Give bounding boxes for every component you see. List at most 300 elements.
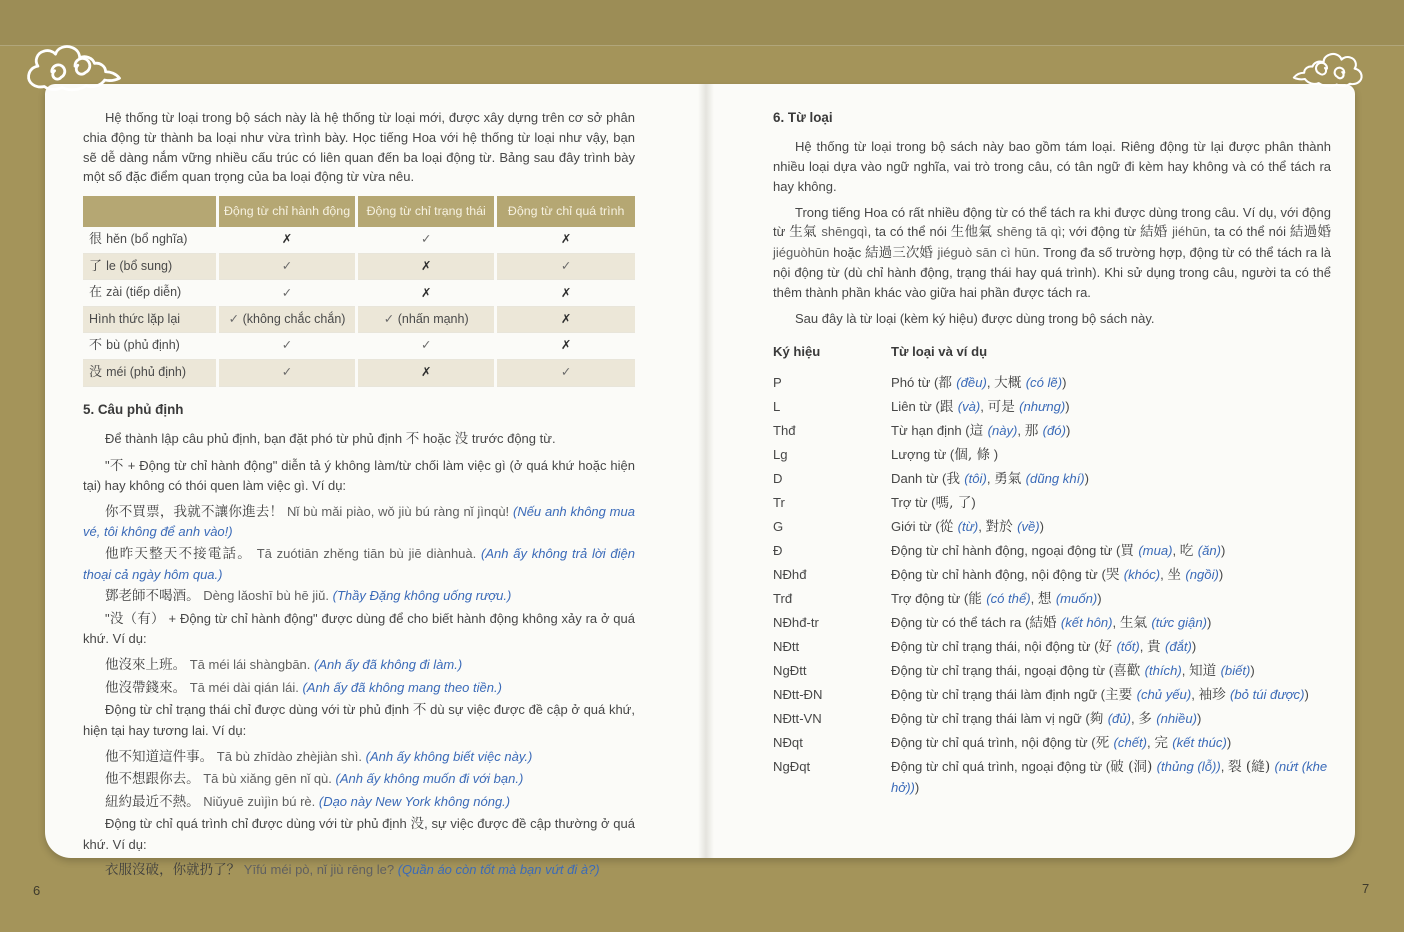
text-segment: (từ) bbox=[957, 518, 979, 534]
text-segment: Hệ thống từ loại trong bộ sách này bao gồm tám loại. Riêng động từ lại được phân thành nhiều loại dựa vào ngữ nghĩa, vai trò trong câu, có tân ngữ đi kèm hay không và có thể tách ra hay không. bbox=[773, 139, 1331, 194]
text-segment: ✗ bbox=[420, 365, 432, 380]
text-segment: 衣服沒破，你就扔了？ bbox=[105, 862, 241, 879]
example-sentence-9 bbox=[83, 860, 635, 881]
key-symbol: NĐtt-VN bbox=[773, 711, 822, 727]
p-key-intro bbox=[773, 309, 1331, 329]
table-header-empty bbox=[83, 196, 217, 227]
text-segment: Phó từ ( bbox=[891, 374, 939, 390]
text-segment: (Thầy Đặng không uống rượu.) bbox=[332, 588, 512, 604]
text-segment: 勇氣 bbox=[994, 470, 1026, 487]
text-segment: , bbox=[1030, 590, 1038, 606]
table-row bbox=[83, 253, 635, 280]
key-description bbox=[891, 733, 1331, 753]
text-segment: (Anh ấy không muốn đi với bạn.) bbox=[335, 771, 524, 787]
text-segment: Để thành lập câu phủ định, bạn đặt phó từ phủ định bbox=[105, 430, 406, 446]
text-segment: Động từ chỉ quá trình, ngoại động từ ( bbox=[891, 759, 1111, 775]
page-number-right: 7 bbox=[1362, 881, 1370, 896]
text-segment: (không chắc chắn) bbox=[242, 312, 346, 327]
text-segment: (muốn) bbox=[1055, 590, 1098, 606]
key-description bbox=[891, 661, 1331, 681]
table-cell bbox=[217, 253, 356, 280]
p-eight-word-classes bbox=[773, 137, 1331, 196]
text-segment: ✗ bbox=[560, 338, 572, 353]
example-sentence-3 bbox=[83, 586, 635, 607]
text-segment: ✗ bbox=[281, 232, 293, 247]
key-symbol: Đ bbox=[773, 542, 783, 558]
text-segment: Tā méi dài qián lái. bbox=[186, 679, 303, 695]
text-segment: (Dạo này New York không nóng.) bbox=[318, 793, 511, 809]
text-segment: Tā zuótiān zhěng tiān bù jiē diànhuà. bbox=[251, 546, 482, 562]
table-row bbox=[83, 333, 635, 360]
text-segment: ✓ bbox=[281, 258, 293, 273]
key-description bbox=[891, 757, 1331, 797]
key-description bbox=[891, 637, 1331, 657]
text-segment: 結過三次婚 bbox=[865, 244, 938, 261]
text-segment: ✓ bbox=[281, 285, 293, 300]
example-sentence-4 bbox=[83, 655, 635, 676]
key-symbol: Thđ bbox=[773, 422, 796, 438]
text-segment: , bbox=[1130, 711, 1139, 727]
table-header-process-verbs: Động từ chỉ quá trình bbox=[496, 196, 635, 227]
text-segment: hěn (bổ nghĩa) bbox=[106, 231, 188, 246]
text-segment: ✗ bbox=[420, 285, 432, 300]
text-segment: (đều) bbox=[956, 374, 987, 390]
text-segment: ) bbox=[1039, 518, 1045, 534]
text-segment: Động từ chỉ trạng thái, ngoại động từ ( bbox=[891, 662, 1114, 678]
key-table-rows bbox=[773, 373, 1331, 798]
text-segment: Động từ chỉ hành động, ngoại động từ ( bbox=[891, 542, 1121, 558]
example-sentence-7 bbox=[83, 769, 635, 790]
table-cell bbox=[357, 333, 496, 360]
key-symbol: Trđ bbox=[773, 590, 793, 606]
rule-state-verbs bbox=[83, 700, 635, 740]
text-segment: hoặc bbox=[419, 430, 455, 446]
text-segment: + Động từ chỉ hành động" diễn tả ý không làm/từ chối làm việc gì (ở quá khứ hoặc hiện tại) hay không có thói quen làm việc gì. Ví dụ: bbox=[83, 457, 635, 494]
text-segment: 跟 bbox=[939, 398, 958, 415]
text-segment: , bbox=[1160, 566, 1168, 582]
text-segment: , sự việc được đề cập thường ở quá khứ. Ví dụ: bbox=[83, 816, 635, 852]
key-symbol: NĐtt-ĐN bbox=[773, 686, 823, 702]
text-segment: 没（有） bbox=[109, 610, 165, 627]
text-segment: Yīfú méi pò, nǐ jiù rēng le? bbox=[240, 862, 398, 878]
text-segment: 都 bbox=[938, 374, 957, 391]
key-description bbox=[891, 469, 1331, 489]
row-label bbox=[83, 280, 217, 307]
text-segment: jiéguòhūn bbox=[773, 244, 830, 260]
text-segment: . Trong đa số trường hợp, động từ có thể tách ra là nội động từ (dù chỉ hành động, trạng thái hay quá trình). Khi sử dụng trong câu, người ta có thể thêm thành phần khác vào giữa hai phần được tách ra. bbox=[773, 244, 1332, 301]
table-header-state-verbs: Động từ chỉ trạng thái bbox=[357, 196, 496, 227]
table-cell bbox=[496, 280, 635, 307]
text-segment: 没 bbox=[89, 364, 107, 380]
key-table-row bbox=[773, 685, 1331, 705]
text-segment: 没 bbox=[454, 430, 469, 447]
text-segment: 這 bbox=[969, 422, 988, 439]
key-table-row bbox=[773, 469, 1331, 489]
text-segment: Động từ chỉ trạng thái chỉ được dùng với từ phủ định bbox=[105, 702, 413, 718]
key-symbol: NĐhđ-tr bbox=[773, 614, 819, 630]
text-segment: ✓ bbox=[228, 312, 243, 327]
text-segment: 他不知道這件事。 bbox=[105, 748, 214, 765]
text-segment: trước động từ. bbox=[468, 430, 556, 446]
text-segment: bù (phủ định) bbox=[106, 338, 180, 353]
text-segment: , bbox=[1017, 422, 1025, 438]
key-symbol: P bbox=[773, 374, 782, 390]
key-symbol: NĐhđ bbox=[773, 566, 807, 582]
text-segment: Trợ từ ( bbox=[891, 494, 936, 510]
key-table-row bbox=[773, 661, 1331, 681]
text-segment: shēng tā qì bbox=[996, 224, 1062, 240]
text-segment: Động từ chỉ trạng thái, nội động từ ( bbox=[891, 638, 1099, 654]
key-symbol: NĐtt bbox=[773, 638, 800, 654]
text-segment: 結婚 bbox=[1139, 224, 1173, 241]
text-segment: jiéhūn bbox=[1172, 224, 1207, 240]
page-gutter bbox=[698, 84, 714, 858]
page-right bbox=[773, 108, 1331, 801]
p-separable-verbs bbox=[773, 203, 1331, 303]
text-segment: 生氣 bbox=[1119, 614, 1152, 631]
text-segment: 結婚 bbox=[1029, 614, 1061, 631]
key-table-row bbox=[773, 445, 1331, 465]
table-cell bbox=[496, 333, 635, 360]
table-cell bbox=[496, 359, 635, 386]
text-segment: (đủ) bbox=[1107, 711, 1131, 727]
text-segment: , ta có thể nói bbox=[1206, 224, 1290, 240]
table-header-row bbox=[83, 196, 635, 227]
text-segment: Danh từ ( bbox=[891, 470, 947, 486]
text-segment: ) bbox=[1304, 686, 1309, 702]
text-segment: ) bbox=[1191, 638, 1197, 654]
text-segment: (đó) bbox=[1042, 422, 1066, 438]
text-segment: le (bổ sung) bbox=[106, 258, 173, 273]
table-row bbox=[83, 280, 635, 307]
text-segment: (có lẽ) bbox=[1025, 374, 1063, 390]
decorative-top-band bbox=[0, 0, 1404, 46]
text-segment: Động từ chỉ quá trình, nội động từ ( bbox=[891, 735, 1096, 751]
text-segment: 裂 (縫) bbox=[1228, 759, 1275, 776]
text-segment: 主要 bbox=[1105, 686, 1137, 703]
text-segment: (thích) bbox=[1144, 662, 1182, 678]
text-segment: (tức giận) bbox=[1151, 614, 1207, 630]
key-description bbox=[891, 517, 1331, 537]
table-cell bbox=[217, 359, 356, 386]
rule-process-verbs bbox=[83, 814, 635, 854]
text-segment: , bbox=[1220, 759, 1228, 775]
text-segment: (thủng (lỗ)) bbox=[1156, 759, 1221, 775]
text-segment: hoặc bbox=[829, 244, 865, 260]
text-segment: , bbox=[986, 470, 995, 486]
key-table-row bbox=[773, 541, 1331, 561]
key-header-description: Từ loại và ví dụ bbox=[891, 343, 988, 359]
text-segment: (Anh ấy không biết việc này.) bbox=[365, 748, 533, 764]
text-segment: , bbox=[1147, 735, 1155, 751]
text-segment: 嗎, 了 bbox=[935, 494, 972, 511]
text-segment: 紐約最近不熱。 bbox=[105, 793, 200, 810]
table-cell bbox=[496, 307, 635, 333]
key-description bbox=[891, 373, 1331, 393]
table-cell bbox=[357, 253, 496, 280]
text-segment: (Anh ấy không trả lời điện thoại cả ngày hôm qua.) bbox=[83, 546, 635, 582]
text-segment: Động từ chỉ quá trình chỉ được dùng với từ phủ định bbox=[105, 816, 411, 832]
text-segment: 那 bbox=[1024, 422, 1043, 439]
text-segment: (Nếu anh không mua vé, tôi không để anh vào!) bbox=[83, 503, 635, 540]
text-segment: (chết) bbox=[1113, 735, 1148, 751]
text-segment: 夠 bbox=[1089, 711, 1108, 728]
text-segment: " bbox=[105, 610, 110, 626]
text-segment: (biết) bbox=[1220, 662, 1251, 678]
key-description bbox=[891, 397, 1331, 417]
text-segment: Tā bù zhīdào zhèjiàn shì. bbox=[213, 748, 366, 764]
text-segment: 死 bbox=[1095, 735, 1114, 752]
text-segment: ) bbox=[1065, 422, 1071, 438]
text-segment: ✓ bbox=[383, 312, 398, 327]
text-segment: ) bbox=[1097, 590, 1102, 606]
row-label bbox=[83, 359, 217, 386]
text-segment: Trong tiếng Hoa có rất nhiều động từ có thể tách ra khi được dùng trong câu. Ví dụ, với động từ bbox=[773, 204, 1331, 240]
text-segment: , bbox=[1181, 662, 1190, 678]
row-label bbox=[83, 307, 217, 333]
row-label bbox=[83, 227, 217, 253]
text-segment: ) bbox=[1065, 398, 1070, 414]
table-cell bbox=[357, 359, 496, 386]
text-segment: , bbox=[986, 374, 995, 390]
text-segment: + Động từ chỉ hành động" được dùng để cho biết hành động không xảy ra ở quá khứ. Ví dụ: bbox=[83, 610, 635, 647]
key-symbol: NgĐqt bbox=[773, 759, 811, 775]
text-segment: , bbox=[1112, 614, 1120, 630]
rule-negation-intro bbox=[83, 429, 635, 450]
text-segment: (bỏ túi được) bbox=[1230, 686, 1305, 702]
text-segment: , ta có thể nói bbox=[867, 224, 951, 240]
text-segment: (có thể) bbox=[986, 590, 1031, 606]
key-table-row bbox=[773, 397, 1331, 417]
text-segment: 多 bbox=[1138, 711, 1157, 728]
text-segment: 貴 bbox=[1147, 638, 1165, 655]
section-5-body bbox=[83, 429, 635, 881]
text-segment: ✓ bbox=[281, 338, 293, 353]
key-table-row bbox=[773, 565, 1331, 585]
example-sentence-6 bbox=[83, 747, 635, 768]
text-segment: ) bbox=[990, 446, 999, 462]
text-segment: Động từ chỉ trạng thái làm vị ngữ ( bbox=[891, 711, 1090, 727]
table-header-action-verbs: Động từ chỉ hành động bbox=[217, 196, 356, 227]
key-table-row bbox=[773, 493, 1331, 513]
key-symbol: D bbox=[773, 470, 783, 486]
key-description bbox=[891, 541, 1331, 561]
text-segment: jiéguò sān cì hūn bbox=[937, 244, 1037, 260]
text-segment: méi (phủ định) bbox=[106, 364, 187, 379]
intro-paragraph bbox=[83, 108, 635, 187]
cloud-ornament-left-icon bbox=[24, 43, 126, 93]
text-segment: (nhấn mạnh) bbox=[397, 312, 469, 327]
text-segment: 坐 bbox=[1167, 566, 1186, 583]
row-label bbox=[83, 253, 217, 280]
table-cell bbox=[357, 307, 496, 333]
key-table-row bbox=[773, 733, 1331, 753]
section-6-heading: 6. Từ loại bbox=[773, 110, 833, 125]
text-segment: Nǐ bù mǎi piào, wǒ jiù bú ràng nǐ jìnqù! bbox=[283, 503, 513, 519]
table-cell bbox=[217, 227, 356, 253]
text-segment: Giới từ ( bbox=[891, 518, 940, 534]
text-segment: 没 bbox=[410, 816, 425, 833]
text-segment: (đắt) bbox=[1164, 638, 1192, 654]
key-symbol: NĐqt bbox=[773, 735, 803, 751]
word-class-key-table bbox=[773, 342, 1331, 797]
text-segment: ; với động từ bbox=[1061, 224, 1140, 240]
key-header-symbol: Ký hiệu bbox=[773, 343, 821, 359]
text-segment: 個, 條 bbox=[954, 446, 991, 463]
text-segment: 可是 bbox=[987, 398, 1020, 415]
text-segment: 買 bbox=[1120, 542, 1139, 559]
text-segment: 不 bbox=[89, 338, 107, 354]
text-segment: 能 bbox=[968, 590, 987, 607]
text-segment: (kết thúc) bbox=[1172, 735, 1227, 751]
key-symbol: G bbox=[773, 518, 784, 534]
section-5-heading: 5. Câu phủ định bbox=[83, 401, 184, 417]
text-segment: ✓ bbox=[560, 258, 572, 273]
text-segment: ) bbox=[971, 494, 976, 510]
text-segment: Động từ có thể tách ra ( bbox=[891, 614, 1030, 630]
key-symbol: L bbox=[773, 398, 781, 414]
table-row bbox=[83, 359, 635, 386]
key-symbol: NgĐtt bbox=[773, 662, 807, 678]
text-segment: , bbox=[1172, 542, 1180, 558]
text-segment: ) bbox=[1084, 470, 1090, 486]
text-segment: 從 bbox=[939, 518, 958, 535]
key-table-row bbox=[773, 637, 1331, 657]
key-table-row bbox=[773, 373, 1331, 393]
text-segment: (nhiều) bbox=[1156, 711, 1197, 727]
text-segment: (kết hôn) bbox=[1060, 614, 1113, 630]
text-segment: (nứt (khe hở)) bbox=[891, 759, 1328, 795]
table-cell bbox=[217, 280, 356, 307]
text-segment: dù sự việc được đề cập ở quá khứ, hiện tại hay tương lai. Ví dụ: bbox=[83, 702, 635, 738]
key-description bbox=[891, 565, 1331, 585]
text-segment: 了 bbox=[89, 258, 107, 274]
key-table-row bbox=[773, 589, 1331, 609]
key-table-header bbox=[773, 342, 1331, 362]
key-description bbox=[891, 493, 1331, 513]
text-segment: Trợ động từ ( bbox=[891, 590, 969, 606]
text-segment: Động từ chỉ trạng thái làm định ngữ ( bbox=[891, 686, 1106, 702]
text-segment: 不 bbox=[109, 457, 124, 474]
text-segment: 對於 bbox=[985, 518, 1018, 535]
text-segment: Liên từ ( bbox=[891, 398, 940, 414]
text-segment: 吃 bbox=[1179, 542, 1198, 559]
verb-properties-table bbox=[83, 196, 635, 387]
text-segment: ✗ bbox=[560, 285, 572, 300]
book-spread bbox=[45, 84, 1355, 879]
text-segment: , bbox=[1191, 686, 1199, 702]
rule-mei-action-verbs bbox=[83, 609, 635, 649]
text-segment: Lượng từ ( bbox=[891, 446, 955, 462]
table-row bbox=[83, 307, 635, 333]
example-sentence-8 bbox=[83, 792, 635, 813]
text-segment: 很 bbox=[89, 231, 107, 247]
text-segment: 他不想跟你去。 bbox=[105, 771, 200, 788]
text-segment: shēngqì bbox=[821, 224, 868, 240]
key-table-row bbox=[773, 757, 1331, 797]
text-segment: zài (tiếp diễn) bbox=[106, 285, 182, 300]
text-segment: ) bbox=[914, 779, 920, 795]
text-segment: 生他氣 bbox=[950, 224, 997, 241]
text-segment: ) bbox=[1226, 735, 1232, 751]
text-segment: Niǔyuē zuìjìn bú rè. bbox=[199, 793, 319, 809]
text-segment: ✗ bbox=[420, 258, 432, 273]
text-segment: Hệ thống từ loại trong bộ sách này là hệ thống từ loại mới, được xây dựng trên cơ sở phân chia động từ thành ba loại như vừa trình bày. Học tiếng Hoa với hệ thống từ loại như vậy, bạn sẽ dễ dàng nắm vững nhiều cấu trúc có liên quan đến ba loại động từ. Bảng sau đây trình bày một số đặc điểm quan trọng của ba loại động từ vừa nêu. bbox=[83, 110, 635, 185]
text-segment: 完 bbox=[1154, 735, 1173, 752]
text-segment: 不 bbox=[405, 430, 420, 447]
example-sentence-5 bbox=[83, 678, 635, 699]
text-segment: ✓ bbox=[420, 338, 432, 353]
text-segment: 哭 bbox=[1105, 566, 1124, 583]
text-segment: Dèng lǎoshī bù hē jiǔ. bbox=[199, 588, 333, 604]
key-symbol: Lg bbox=[773, 446, 788, 462]
text-segment: " bbox=[105, 457, 110, 473]
table-cell bbox=[496, 227, 635, 253]
table-cell bbox=[357, 280, 496, 307]
table-cell bbox=[217, 333, 356, 360]
text-segment: 知道 bbox=[1189, 662, 1221, 679]
text-segment: (này) bbox=[987, 422, 1018, 438]
page-left bbox=[83, 108, 635, 883]
rule-bu-action-verbs bbox=[83, 456, 635, 496]
key-description bbox=[891, 445, 1331, 465]
text-segment: 大概 bbox=[994, 374, 1026, 391]
text-segment: ) bbox=[1062, 374, 1067, 390]
text-segment: ) bbox=[1250, 662, 1255, 678]
text-segment: (tốt) bbox=[1116, 638, 1140, 654]
table-cell bbox=[496, 253, 635, 280]
text-segment: , bbox=[978, 518, 986, 534]
text-segment: 在 bbox=[89, 285, 107, 301]
table-cell bbox=[217, 307, 356, 333]
example-sentence-1 bbox=[83, 502, 635, 542]
text-segment: (mua) bbox=[1138, 542, 1173, 558]
text-segment: 生氣 bbox=[789, 224, 822, 241]
text-segment: (Quần áo còn tốt mà bạn vứt đi à?) bbox=[397, 862, 600, 878]
text-segment: Hình thức lặp lại bbox=[89, 312, 181, 327]
key-description bbox=[891, 421, 1331, 441]
text-segment: 他沒帶錢來。 bbox=[105, 679, 187, 696]
table-row bbox=[83, 227, 635, 253]
text-segment: ✓ bbox=[420, 232, 432, 247]
text-segment: (về) bbox=[1017, 518, 1040, 534]
row-label bbox=[83, 333, 217, 360]
text-segment: , bbox=[980, 398, 988, 414]
text-segment: Tā bù xiǎng gēn nǐ qù. bbox=[199, 771, 336, 787]
table-cell bbox=[357, 227, 496, 253]
text-segment: (Anh ấy đã không đi làm.) bbox=[314, 657, 463, 673]
text-segment: (Anh ấy đã không mang theo tiền.) bbox=[302, 679, 502, 695]
text-segment: ) bbox=[1196, 711, 1202, 727]
text-segment: ) bbox=[1221, 542, 1226, 558]
key-description bbox=[891, 685, 1331, 705]
text-segment: (chủ yếu) bbox=[1136, 686, 1192, 702]
section-6-body bbox=[773, 137, 1331, 328]
text-segment: 結過婚 bbox=[1289, 224, 1331, 241]
key-description bbox=[891, 613, 1331, 633]
text-segment: (ăn) bbox=[1197, 542, 1222, 558]
key-description bbox=[891, 709, 1331, 729]
text-segment: ✓ bbox=[560, 365, 572, 380]
text-segment: ✗ bbox=[560, 312, 572, 327]
text-segment: Từ hạn định ( bbox=[891, 422, 970, 438]
text-segment: 他昨天整天不接電話。 bbox=[105, 546, 252, 563]
key-description bbox=[891, 589, 1331, 609]
key-table-row bbox=[773, 613, 1331, 633]
text-segment: 鄧老師不喝酒。 bbox=[105, 588, 200, 605]
text-segment: 我 bbox=[946, 470, 965, 487]
text-segment: ✗ bbox=[560, 232, 572, 247]
